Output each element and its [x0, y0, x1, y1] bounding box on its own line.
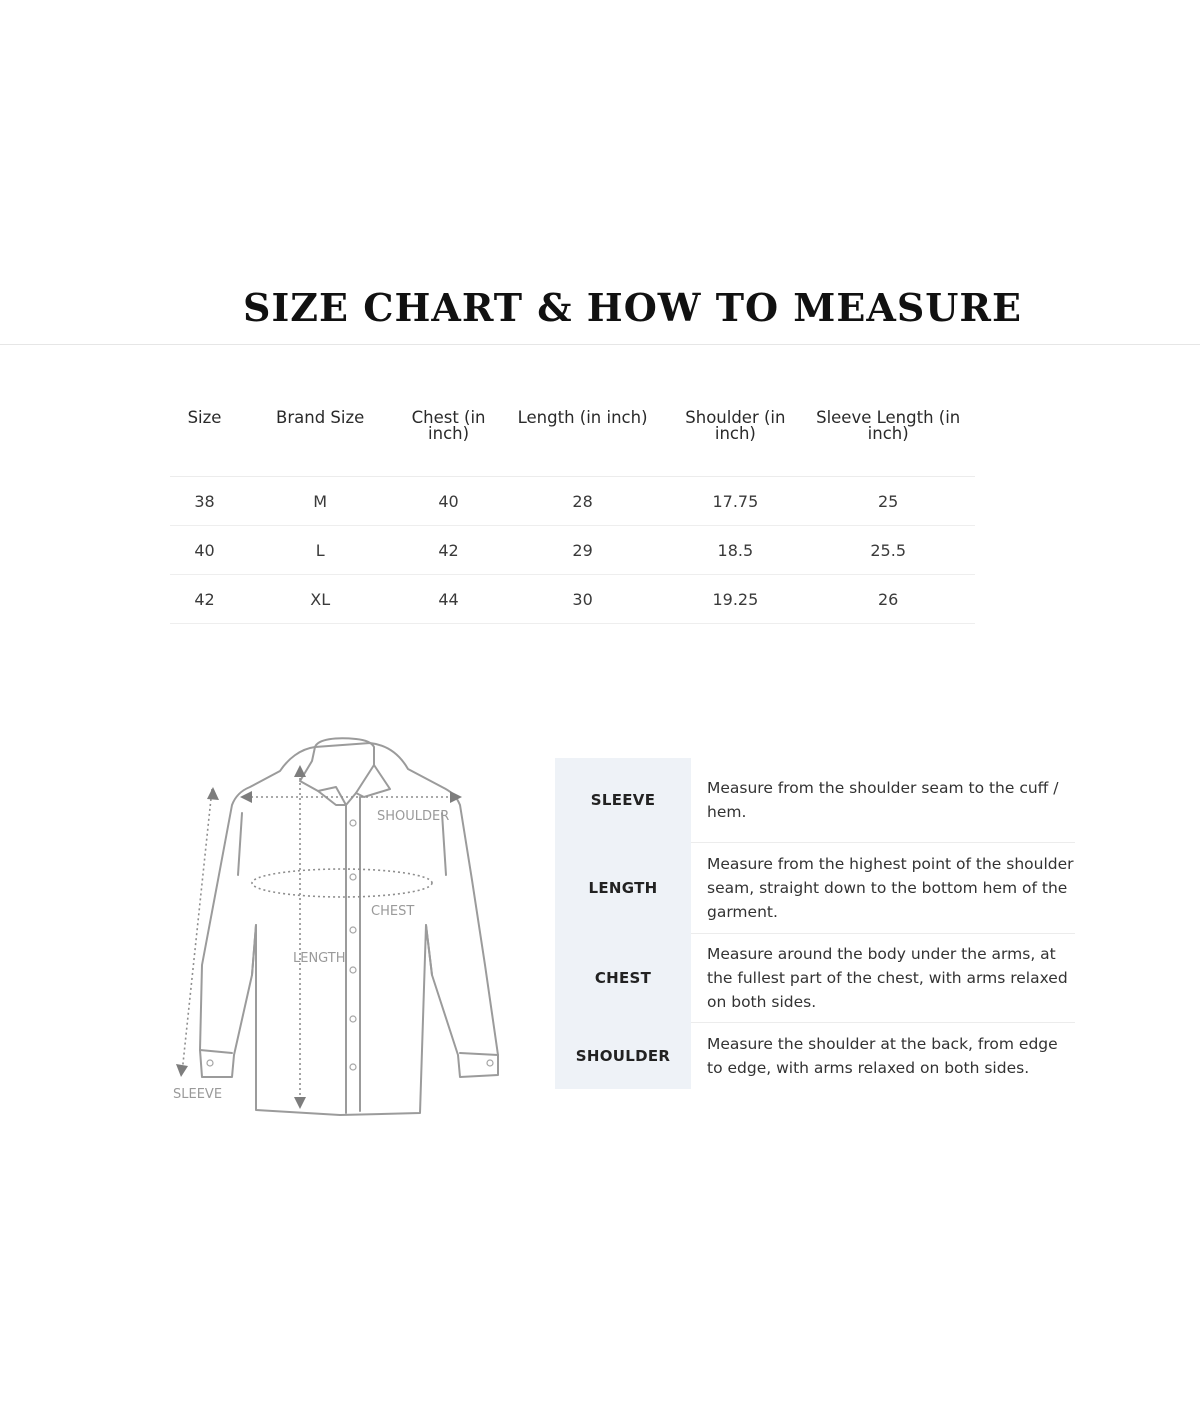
- cell-length: 29: [496, 526, 670, 575]
- guide-row-length: [555, 843, 1075, 934]
- guide-term: CHEST: [555, 934, 691, 1023]
- header-chest: Chest (in inch): [401, 398, 495, 477]
- sleeve-arrow-top: [207, 787, 219, 800]
- guide-term: SHOULDER: [555, 1023, 691, 1090]
- cell-length: 30: [496, 575, 670, 624]
- diagram-label-shoulder: SHOULDER: [377, 809, 450, 824]
- guide-term: LENGTH: [555, 843, 691, 934]
- cell-sleeve-length: 25: [801, 477, 975, 526]
- length-arrow-top: [294, 765, 306, 777]
- shirt-button: [350, 1016, 356, 1022]
- header-size: Size: [170, 398, 239, 477]
- cell-size: 40: [170, 526, 239, 575]
- guide-description: Measure from the highest point of the shoulder seam, straight down to the bottom hem of the garment.: [691, 843, 1075, 934]
- table-row: [170, 575, 975, 624]
- cell-shoulder: 17.75: [669, 477, 801, 526]
- length-arrow-bottom: [294, 1097, 306, 1109]
- header-brand-size: Brand Size: [239, 398, 401, 477]
- shirt-cuff-left: [200, 1050, 232, 1053]
- title-divider: [0, 344, 1200, 345]
- size-chart-header-row: [170, 398, 975, 477]
- size-chart-table: [170, 398, 975, 624]
- shirt-cuff-right: [460, 1053, 498, 1055]
- how-to-measure-guide: [555, 758, 1075, 1089]
- page-title: SIZE CHART & HOW TO MEASURE: [243, 285, 1022, 330]
- guide-term: SLEEVE: [555, 758, 691, 843]
- diagram-label-chest: CHEST: [371, 904, 415, 919]
- shirt-button: [350, 874, 356, 880]
- cell-shoulder: 18.5: [669, 526, 801, 575]
- cell-shoulder: 19.25: [669, 575, 801, 624]
- cell-size: 38: [170, 477, 239, 526]
- cell-size: 42: [170, 575, 239, 624]
- shirt-button: [350, 820, 356, 826]
- header-length: Length (in inch): [496, 398, 670, 477]
- sleeve-arrow-bottom: [176, 1064, 188, 1077]
- diagram-label-sleeve: SLEEVE: [173, 1087, 223, 1102]
- cell-sleeve-length: 25.5: [801, 526, 975, 575]
- guide-description: Measure from the shoulder seam to the cuff / hem.: [691, 758, 1075, 843]
- cell-brand-size: M: [239, 477, 401, 526]
- table-row: [170, 477, 975, 526]
- shirt-cuff-button: [487, 1060, 493, 1066]
- header-sleeve-length: Sleeve Length (in inch): [801, 398, 975, 477]
- chest-measure-line: [252, 869, 432, 897]
- cell-chest: 40: [401, 477, 495, 526]
- diagram-label-length: LENGTH: [293, 951, 346, 966]
- cell-sleeve-length: 26: [801, 575, 975, 624]
- cell-brand-size: XL: [239, 575, 401, 624]
- cell-chest: 44: [401, 575, 495, 624]
- guide-row-shoulder: [555, 1023, 1075, 1090]
- header-shoulder: Shoulder (in inch): [669, 398, 801, 477]
- shirt-button: [350, 967, 356, 973]
- guide-description: Measure the shoulder at the back, from edge to edge, with arms relaxed on both sides.: [707, 1035, 1058, 1077]
- cell-length: 28: [496, 477, 670, 526]
- cell-brand-size: L: [239, 526, 401, 575]
- table-row: [170, 526, 975, 575]
- guide-row-chest: [555, 934, 1075, 1023]
- cell-chest: 42: [401, 526, 495, 575]
- guide-row-sleeve: [555, 758, 1075, 843]
- shirt-button: [350, 927, 356, 933]
- guide-description: Measure around the body under the arms, at the fullest part of the chest, with arms relaxed on both sides.: [691, 934, 1075, 1023]
- shirt-cuff-button: [207, 1060, 213, 1066]
- shirt-button: [350, 1064, 356, 1070]
- shoulder-arrow-right: [450, 791, 462, 803]
- shirt-measure-diagram: [160, 725, 520, 1125]
